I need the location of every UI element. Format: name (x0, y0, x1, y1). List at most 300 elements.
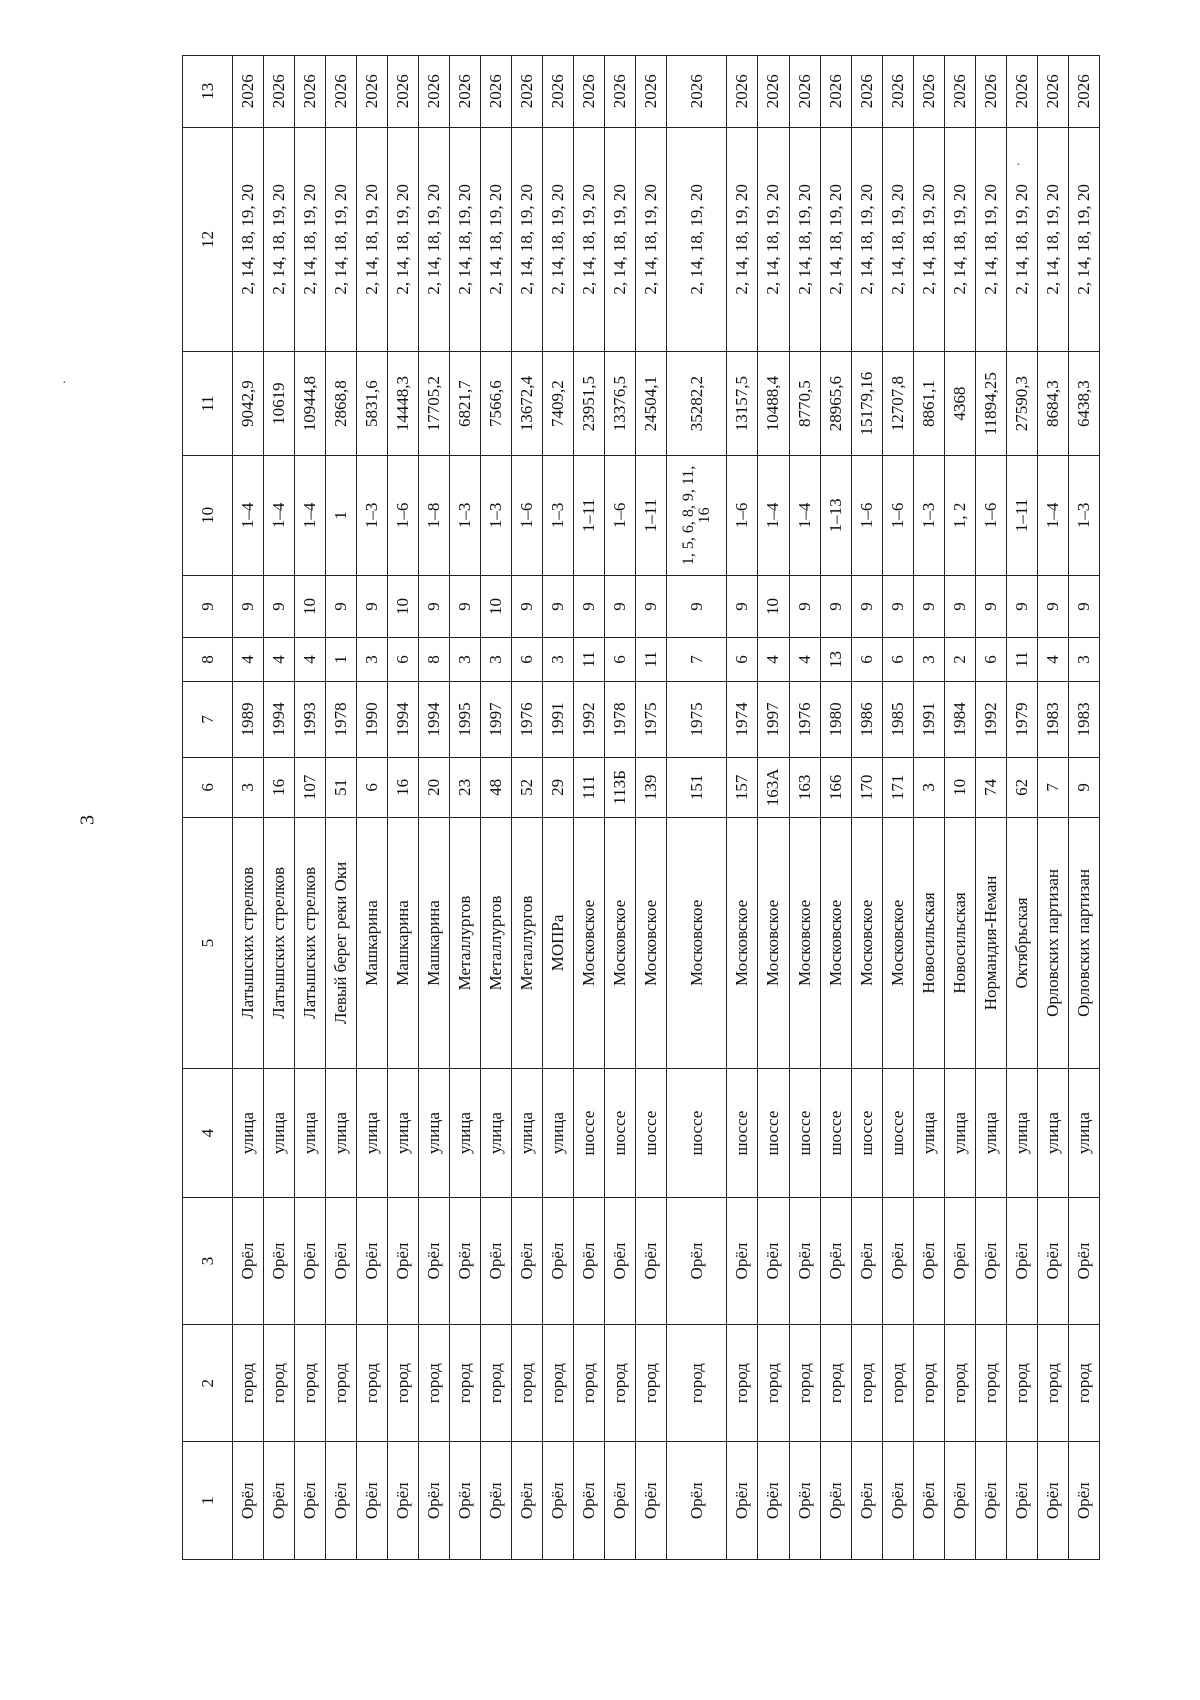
table-cell: город (233, 1324, 264, 1442)
table-cell: 10 (481, 575, 512, 637)
table-cell: 1–4 (789, 455, 820, 575)
table-cell: 2, 14, 18, 19, 20 (264, 127, 295, 352)
table-row (357, 56, 388, 1560)
table-cell: Орёл (574, 1442, 605, 1560)
table-cell: 52 (512, 757, 543, 817)
table-cell: улица (419, 1069, 450, 1198)
table-cell: 2, 14, 18, 19, 20 (388, 127, 419, 352)
table-cell: 9 (264, 575, 295, 637)
table-cell: 2, 14, 18, 19, 20 (636, 127, 667, 352)
table-cell: 1–4 (758, 455, 789, 575)
column-header: 5 (183, 817, 233, 1068)
column-header: 13 (183, 56, 233, 128)
table-cell: город (574, 1324, 605, 1442)
table-cell: 35282,2 (667, 352, 727, 456)
table-cell: 1–3 (1068, 455, 1099, 575)
column-header: 10 (183, 455, 233, 575)
table-cell: 1997 (758, 681, 789, 757)
table-cell: 1997 (481, 681, 512, 757)
table-cell: город (667, 1324, 727, 1442)
table-cell: Октябрьская (1006, 817, 1037, 1068)
table-cell: 1985 (882, 681, 913, 757)
table-cell: 111 (574, 757, 605, 817)
table-cell: Московское (851, 817, 882, 1068)
table-cell: 2, 14, 18, 19, 20 (1037, 127, 1068, 352)
table-row (1037, 56, 1068, 1560)
scan-speck: · (1016, 158, 1021, 173)
table-cell: город (605, 1324, 636, 1442)
table-cell: Орёл (512, 1442, 543, 1560)
table-cell: улица (264, 1069, 295, 1198)
table-cell: Орёл (357, 1198, 388, 1325)
table-cell: 4 (1037, 638, 1068, 682)
table-cell: 9 (233, 575, 264, 637)
table-cell: 2, 14, 18, 19, 20 (357, 127, 388, 352)
table-cell: 6 (975, 638, 1006, 682)
table-cell: 2026 (574, 56, 605, 128)
table-cell: 3 (450, 638, 481, 682)
table-cell: 2026 (789, 56, 820, 128)
table-row (326, 56, 357, 1560)
table-row (264, 56, 295, 1560)
table-cell: 9 (636, 575, 667, 637)
table-cell: Орёл (727, 1442, 758, 1560)
table-cell: 2, 14, 18, 19, 20 (295, 127, 326, 352)
table-cell: 1 (326, 638, 357, 682)
table-cell: город (419, 1324, 450, 1442)
table-cell: 9 (326, 575, 357, 637)
table-cell: 74 (975, 757, 1006, 817)
table-cell: 1–4 (1037, 455, 1068, 575)
table-cell: 6 (882, 638, 913, 682)
table-cell: 2026 (667, 56, 727, 128)
table-cell: 6 (851, 638, 882, 682)
table-cell: 171 (882, 757, 913, 817)
table-cell: 2, 14, 18, 19, 20 (326, 127, 357, 352)
table-cell: 29 (543, 757, 574, 817)
table-cell: Орловских партизан (1068, 817, 1099, 1068)
table-cell: шоссе (851, 1069, 882, 1198)
table-cell: Орёл (543, 1442, 574, 1560)
table-row (944, 56, 975, 1560)
table-cell: 3 (913, 757, 944, 817)
table-cell: шоссе (758, 1069, 789, 1198)
table-row (574, 56, 605, 1560)
table-cell: Орёл (326, 1198, 357, 1325)
table-cell: Орёл (450, 1198, 481, 1325)
table-cell: Орёл (357, 1442, 388, 1560)
table-cell: 13 (820, 638, 851, 682)
table-cell: Латышских стрелков (233, 817, 264, 1068)
table-cell: 27590,3 (1006, 352, 1037, 456)
table-cell: 1976 (789, 681, 820, 757)
table-cell: город (944, 1324, 975, 1442)
table-cell: 1978 (326, 681, 357, 757)
column-header: 9 (183, 575, 233, 637)
table-cell: 4368 (944, 352, 975, 456)
table-cell: 1992 (975, 681, 1006, 757)
table-cell: Орёл (789, 1442, 820, 1560)
table-cell: Московское (727, 817, 758, 1068)
table-cell: Орёл (543, 1198, 574, 1325)
table-cell: шоссе (882, 1069, 913, 1198)
table-cell: 6438,3 (1068, 352, 1099, 456)
table-cell: Орёл (1006, 1442, 1037, 1560)
table-cell: шоссе (574, 1069, 605, 1198)
table-cell: 1–3 (481, 455, 512, 575)
table-cell: улица (233, 1069, 264, 1198)
table-cell: 12707,8 (882, 352, 913, 456)
table-cell: 10944,8 (295, 352, 326, 456)
table-cell: 166 (820, 757, 851, 817)
table-cell: Орёл (1068, 1198, 1099, 1325)
table-cell: Московское (758, 817, 789, 1068)
table-cell: 1–4 (295, 455, 326, 575)
table-cell: Нормандия-Неман (975, 817, 1006, 1068)
column-header: 11 (183, 352, 233, 456)
table-row (233, 56, 264, 1560)
table-cell: Орёл (667, 1198, 727, 1325)
table-row (388, 56, 419, 1560)
table-cell: 2026 (543, 56, 574, 128)
table-cell: 14448,3 (388, 352, 419, 456)
table-cell: Машкарина (357, 817, 388, 1068)
table-cell: 9 (1068, 757, 1099, 817)
table-cell: Орёл (419, 1442, 450, 1560)
table-cell: 1, 5, 6, 8, 9, 11, 16 (667, 455, 727, 575)
table-cell: 9 (357, 575, 388, 637)
table-cell: 163А (758, 757, 789, 817)
table-cell: город (789, 1324, 820, 1442)
table-cell: 11 (574, 638, 605, 682)
table-cell: 139 (636, 757, 667, 817)
table-cell: 2, 14, 18, 19, 20 (727, 127, 758, 352)
table-cell: 6821,7 (450, 352, 481, 456)
table-cell: 1974 (727, 681, 758, 757)
column-header: 12 (183, 127, 233, 352)
table-cell: 7 (1037, 757, 1068, 817)
table-cell: Орёл (913, 1198, 944, 1325)
table-cell: улица (295, 1069, 326, 1198)
table-cell: 1–11 (574, 455, 605, 575)
table-cell: шоссе (727, 1069, 758, 1198)
table-cell: 1, 2 (944, 455, 975, 575)
table-cell: 13672,4 (512, 352, 543, 456)
table-cell: 1976 (512, 681, 543, 757)
table-cell: 10619 (264, 352, 295, 456)
table-cell: Орёл (388, 1198, 419, 1325)
table-cell: 15179,16 (851, 352, 882, 456)
table-cell: улица (913, 1069, 944, 1198)
table-cell: 9042,9 (233, 352, 264, 456)
table-cell: Орёл (851, 1198, 882, 1325)
table-cell: Московское (574, 817, 605, 1068)
table-cell: 2, 14, 18, 19, 20 (667, 127, 727, 352)
table-cell: Орёл (1037, 1198, 1068, 1325)
table-cell: 4 (789, 638, 820, 682)
table-cell: 1994 (388, 681, 419, 757)
table-cell: Орёл (789, 1198, 820, 1325)
table-cell: 1–6 (727, 455, 758, 575)
table-cell: 1975 (667, 681, 727, 757)
table-cell: 2026 (481, 56, 512, 128)
table-cell: 10 (944, 757, 975, 817)
table-cell: 3 (1068, 638, 1099, 682)
table-cell: 2026 (512, 56, 543, 128)
table-cell: 28965,6 (820, 352, 851, 456)
table-cell: улица (944, 1069, 975, 1198)
table-cell: улица (543, 1069, 574, 1198)
table-cell: 2, 14, 18, 19, 20 (419, 127, 450, 352)
table-cell: 9 (574, 575, 605, 637)
table-cell: Московское (636, 817, 667, 1068)
table-cell: 1995 (450, 681, 481, 757)
table-cell: Металлургов (512, 817, 543, 1068)
table-cell: 2026 (326, 56, 357, 128)
table-cell: 6 (388, 638, 419, 682)
table-cell: 157 (727, 757, 758, 817)
table-cell: 2, 14, 18, 19, 20 (512, 127, 543, 352)
table-cell: Орёл (727, 1198, 758, 1325)
table-cell: 10 (388, 575, 419, 637)
table-cell: 1992 (574, 681, 605, 757)
table-cell: МОПРа (543, 817, 574, 1068)
table-cell: 10 (295, 575, 326, 637)
table-cell: 107 (295, 757, 326, 817)
table-cell: 9 (419, 575, 450, 637)
table-cell: 2026 (357, 56, 388, 128)
table-row (450, 56, 481, 1560)
table-row (1068, 56, 1099, 1560)
table-cell: 23951,5 (574, 352, 605, 456)
table-cell: Орёл (326, 1442, 357, 1560)
table-cell: 2026 (636, 56, 667, 128)
table-cell: 2, 14, 18, 19, 20 (481, 127, 512, 352)
table-cell: Орёл (882, 1442, 913, 1560)
table-cell: город (357, 1324, 388, 1442)
table-cell: Орёл (295, 1442, 326, 1560)
table-cell: 2, 14, 18, 19, 20 (450, 127, 481, 352)
table-cell: 113Б (605, 757, 636, 817)
table-cell: город (727, 1324, 758, 1442)
table-cell: 1–11 (1006, 455, 1037, 575)
table-cell: 1–13 (820, 455, 851, 575)
table-cell: город (543, 1324, 574, 1442)
table-row (820, 56, 851, 1560)
table-cell: 1–6 (851, 455, 882, 575)
table-cell: 2026 (727, 56, 758, 128)
table-cell: 2, 14, 18, 19, 20 (851, 127, 882, 352)
table-cell: 2, 14, 18, 19, 20 (1068, 127, 1099, 352)
table-cell: 9 (450, 575, 481, 637)
table-cell: Орёл (450, 1442, 481, 1560)
table-row (543, 56, 574, 1560)
table-cell: 9 (605, 575, 636, 637)
table-cell: 8861,1 (913, 352, 944, 456)
table-cell: Орёл (419, 1198, 450, 1325)
table-cell: 2026 (450, 56, 481, 128)
table-cell: Орёл (667, 1442, 727, 1560)
table-cell: город (388, 1324, 419, 1442)
table-cell: город (512, 1324, 543, 1442)
table-cell: 1–3 (450, 455, 481, 575)
table-cell: 2, 14, 18, 19, 20 (975, 127, 1006, 352)
table-cell: Машкарина (419, 817, 450, 1068)
table-cell: Орёл (913, 1442, 944, 1560)
table-cell: Новосильская (944, 817, 975, 1068)
table-cell: город (758, 1324, 789, 1442)
table-cell: 1993 (295, 681, 326, 757)
table-cell: Московское (882, 817, 913, 1068)
table-cell: город (1006, 1324, 1037, 1442)
table-cell: Московское (789, 817, 820, 1068)
table-cell: 2026 (913, 56, 944, 128)
table-cell: 170 (851, 757, 882, 817)
column-header: 8 (183, 638, 233, 682)
table-cell: 1979 (1006, 681, 1037, 757)
table-cell: 7566,6 (481, 352, 512, 456)
table-cell: 1–4 (233, 455, 264, 575)
table-row (975, 56, 1006, 1560)
table-cell: Орёл (851, 1442, 882, 1560)
table-cell: 1–11 (636, 455, 667, 575)
table-cell: Латышских стрелков (295, 817, 326, 1068)
table-cell: Орёл (944, 1198, 975, 1325)
table-cell: 1989 (233, 681, 264, 757)
table-cell: 48 (481, 757, 512, 817)
table-cell: 1994 (419, 681, 450, 757)
table-cell: 1–3 (543, 455, 574, 575)
table-cell: улица (326, 1069, 357, 1198)
table-cell: 2, 14, 18, 19, 20 (820, 127, 851, 352)
table-cell: 1–8 (419, 455, 450, 575)
table-cell: Орёл (944, 1442, 975, 1560)
table-cell: улица (481, 1069, 512, 1198)
table-cell: Орёл (882, 1198, 913, 1325)
table-cell: 2, 14, 18, 19, 20 (882, 127, 913, 352)
table-cell: Левый берег реки Оки (326, 817, 357, 1068)
rotated-table-container (182, 55, 1100, 1560)
table-cell: улица (1037, 1069, 1068, 1198)
table-cell: 9 (727, 575, 758, 637)
column-header: 4 (183, 1069, 233, 1198)
table-cell: Московское (667, 817, 727, 1068)
table-cell: 11894,25 (975, 352, 1006, 456)
table-cell: шоссе (605, 1069, 636, 1198)
table-cell: Орёл (1006, 1198, 1037, 1325)
table-row (727, 56, 758, 1560)
table-cell: 9 (667, 575, 727, 637)
table-body (233, 56, 1100, 1560)
table-cell: 2026 (758, 56, 789, 128)
table-cell: 6 (357, 757, 388, 817)
table-cell: Новосильская (913, 817, 944, 1068)
table-cell: 16 (388, 757, 419, 817)
table-cell: Московское (605, 817, 636, 1068)
table-cell: улица (1068, 1069, 1099, 1198)
table-cell: 11 (1006, 638, 1037, 682)
table-cell: Орёл (264, 1442, 295, 1560)
table-row (851, 56, 882, 1560)
table-cell: город (913, 1324, 944, 1442)
table-cell: 9 (851, 575, 882, 637)
table-cell: 2, 14, 18, 19, 20 (758, 127, 789, 352)
table-cell: 1–6 (512, 455, 543, 575)
table-row (882, 56, 913, 1560)
table-cell: Орёл (512, 1198, 543, 1325)
table-cell: 1991 (913, 681, 944, 757)
table-cell: 4 (758, 638, 789, 682)
table-cell: Орёл (758, 1198, 789, 1325)
table-cell: 1978 (605, 681, 636, 757)
table-header (183, 56, 233, 1560)
table-cell: 2026 (851, 56, 882, 128)
table-cell: улица (1006, 1069, 1037, 1198)
table-cell: 8684,3 (1037, 352, 1068, 456)
table-cell: 2026 (944, 56, 975, 128)
housing-register-table (182, 55, 1100, 1560)
table-cell: город (975, 1324, 1006, 1442)
table-cell: 2026 (233, 56, 264, 128)
column-header: 6 (183, 757, 233, 817)
table-cell: Орёл (636, 1198, 667, 1325)
table-cell: 1975 (636, 681, 667, 757)
table-cell: 2, 14, 18, 19, 20 (574, 127, 605, 352)
table-cell: 24504,1 (636, 352, 667, 456)
table-cell: город (450, 1324, 481, 1442)
table-cell: 2026 (1068, 56, 1099, 128)
table-cell: Орёл (481, 1198, 512, 1325)
table-cell: 2026 (605, 56, 636, 128)
table-cell: Орёл (574, 1198, 605, 1325)
table-cell: Орёл (388, 1442, 419, 1560)
table-cell: 2, 14, 18, 19, 20 (944, 127, 975, 352)
table-cell: Орёл (295, 1198, 326, 1325)
table-cell: 62 (1006, 757, 1037, 817)
table-cell: 10488,4 (758, 352, 789, 456)
table-cell: 6 (605, 638, 636, 682)
table-cell: Машкарина (388, 817, 419, 1068)
table-cell: 9 (543, 575, 574, 637)
table-cell: шоссе (789, 1069, 820, 1198)
table-row (667, 56, 727, 1560)
table-cell: 1994 (264, 681, 295, 757)
table-cell: Орёл (820, 1442, 851, 1560)
table-cell: 7 (667, 638, 727, 682)
table-cell: 2, 14, 18, 19, 20 (913, 127, 944, 352)
table-cell: 6 (512, 638, 543, 682)
table-cell: Орёл (264, 1198, 295, 1325)
table-cell: шоссе (636, 1069, 667, 1198)
table-cell: 9 (1037, 575, 1068, 637)
table-cell: улица (450, 1069, 481, 1198)
table-cell: 16 (264, 757, 295, 817)
table-cell: 9 (1068, 575, 1099, 637)
table-cell: город (326, 1324, 357, 1442)
table-row (636, 56, 667, 1560)
table-row (758, 56, 789, 1560)
table-cell: 9 (1006, 575, 1037, 637)
table-cell: 9 (913, 575, 944, 637)
table-cell: Орёл (975, 1442, 1006, 1560)
table-cell: 1990 (357, 681, 388, 757)
table-cell: 11 (636, 638, 667, 682)
table-cell: 2, 14, 18, 19, 20 (233, 127, 264, 352)
table-cell: город (295, 1324, 326, 1442)
table-cell: 9 (944, 575, 975, 637)
table-cell: Металлургов (450, 817, 481, 1068)
table-cell: 1991 (543, 681, 574, 757)
